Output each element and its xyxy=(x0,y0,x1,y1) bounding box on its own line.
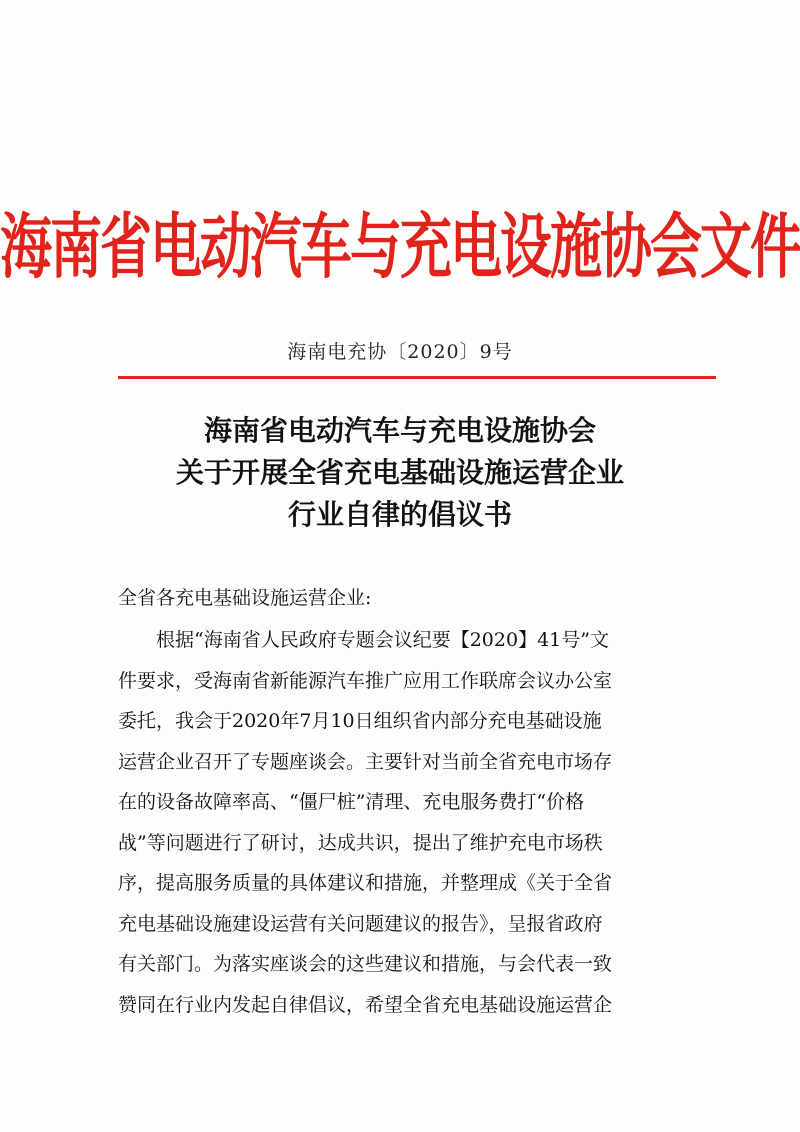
body-line: 件要求，受海南省新能源汽车推广应用工作联席会议办公室 xyxy=(118,669,613,692)
salutation: 全省各充电基础设施运营企业: xyxy=(118,587,372,609)
body-line: 赞同在行业内发起自律倡议，希望全省充电基础设施运营企 xyxy=(118,993,613,1016)
red-divider-line xyxy=(118,376,716,379)
body-line: 委托，我会于2020年7月10日组织省内部分充电基础设施 xyxy=(118,710,602,732)
body-paragraph xyxy=(118,620,698,1025)
body-line: 序，提高服务质量的具体建议和措施，并整理成《关于全省 xyxy=(118,872,613,894)
body-line: 有关部门。为落实座谈会的这些建议和措施，与会代表一致 xyxy=(118,953,613,975)
document-number: 海南电充协〔2020〕9号 xyxy=(287,341,513,363)
org-file-header: 海南省电动汽车与充电设施协会文件 xyxy=(0,207,800,289)
body-line: 运营企业召开了专题座谈会。主要针对当前全省充电市场存 xyxy=(118,750,613,773)
body-line: 战”等问题进行了研讨，达成共识，提出了维护充电市场秩 xyxy=(118,831,603,854)
title-line-2: 关于开展全省充电基础设施运营企业 xyxy=(175,456,624,489)
title-line-1: 海南省电动汽车与充电设施协会 xyxy=(203,414,596,447)
body-line: 根据“海南省人民政府专题会议纪要【2020】41号”文 xyxy=(118,629,609,651)
body-line: 在的设备故障率高、“僵尸桩”清理、充电服务费打“价格 xyxy=(118,791,585,813)
document-title xyxy=(0,410,800,536)
title-line-3: 行业自律的倡议书 xyxy=(287,498,512,531)
body-line: 充电基础设施建设运营有关问题建议的报告》，呈报省政府 xyxy=(118,912,603,935)
